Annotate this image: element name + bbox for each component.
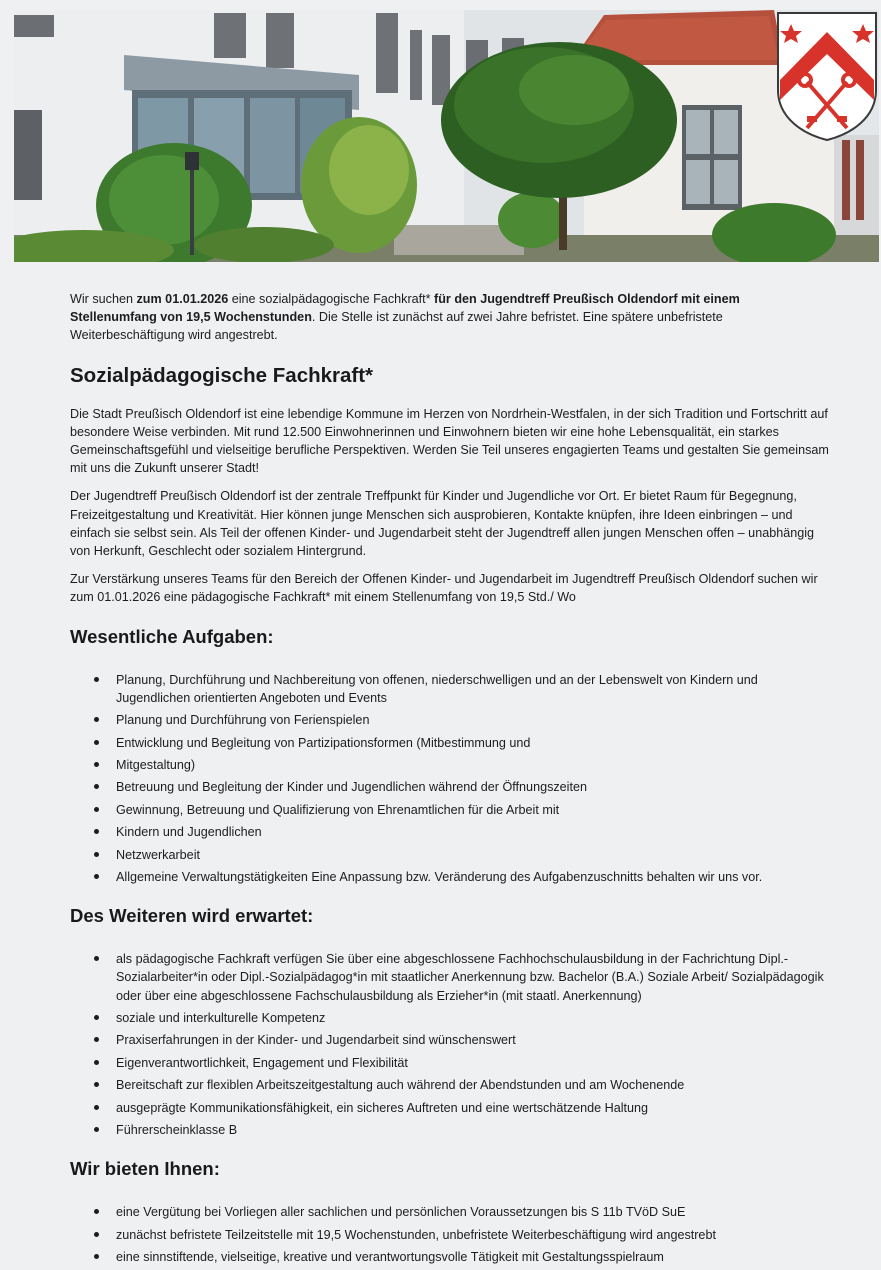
list-item: Gewinnung, Betreuung und Qualifizierung von Ehrenamtlichen für die Arbeit mit bbox=[94, 801, 830, 819]
bullet-icon bbox=[94, 1037, 99, 1042]
intro-text-2: eine sozialpädagogische Fachkraft* bbox=[228, 292, 435, 306]
list-item: ausgeprägte Kommunikationsfähigkeit, ein sicheres Auftreten und eine wertschätzende Haltung bbox=[94, 1099, 830, 1117]
page-title: Sozialpädagogische Fachkraft* bbox=[70, 363, 374, 387]
intro-text-3: . Die Stelle ist zunächst auf zwei Jahre befristet. Eine spätere unbefristete Weiterbeschäftigung wird angestrebt. bbox=[70, 310, 723, 343]
bullet-icon bbox=[94, 784, 99, 789]
list-item: Planung und Durchführung von Ferienspielen bbox=[94, 711, 830, 729]
list-item: Netzwerkarbeit bbox=[94, 846, 830, 864]
coat-of-arms bbox=[775, 10, 879, 142]
tasks-list bbox=[70, 671, 830, 887]
intro-text-1: Wir suchen bbox=[70, 292, 137, 306]
bullet-icon bbox=[94, 1015, 99, 1020]
hero-photo bbox=[14, 10, 879, 262]
bullet-icon bbox=[94, 874, 99, 879]
list-item: soziale und interkulturelle Kompetenz bbox=[94, 1009, 830, 1027]
intro-position-scope: für den Jugendtreff Preußisch Oldendorf mit einem Stellenumfang von 19,5 Wochenstunden bbox=[70, 292, 740, 325]
courtyard-illustration bbox=[14, 10, 879, 262]
list-item: eine Vergütung bei Vorliegen aller sachlichen und persönlichen Voraussetzungen bis S 11b TVöD SuE bbox=[94, 1203, 830, 1221]
bullet-icon bbox=[94, 677, 99, 682]
job-posting bbox=[70, 290, 830, 1270]
list-item: Betreuung und Begleitung der Kinder und Jugendlichen während der Öffnungszeiten bbox=[94, 778, 830, 796]
paragraph-youth-center: Der Jugendtreff Preußisch Oldendorf ist der zentrale Treffpunkt für Kinder und Jugendliche vor Ort. Er bietet Raum für Begegnung, Freizeitgestaltung und Kreativität. Hier können junge Menschen sich ausprobieren, Kontakte knüpfen, ihre Ideen einbringen – und einfach sie selbst sein. Als Teil der offenen Kinder- und Jugendarbeit steht der Jugendtreff allen jungen Menschen offen – unabhängig von Herkunft, Geschlecht oder sozialem Hintergrund. bbox=[70, 489, 815, 559]
paragraph-vacancy: Zur Verstärkung unseres Teams für den Bereich der Offenen Kinder- und Jugendarbeit im Jugendtreff Preußisch Oldendorf suchen wir zum 01.01.2026 eine pädagogische Fachkraft* mit einem Stellenumfang von 19,5 Std./ Wo bbox=[70, 572, 818, 605]
bullet-icon bbox=[94, 829, 99, 834]
list-item: Allgemeine Verwaltungstätigkeiten Eine Anpassung bzw. Veränderung des Aufgabenzuschnitts behalten wir uns vor. bbox=[94, 868, 830, 886]
list-item: Führerscheinklasse B bbox=[94, 1121, 830, 1139]
bullet-icon bbox=[94, 1232, 99, 1237]
bullet-icon bbox=[94, 852, 99, 857]
bullet-icon bbox=[94, 740, 99, 745]
offer-list bbox=[70, 1203, 830, 1266]
list-item: zunächst befristete Teilzeitstelle mit 19,5 Wochenstunden, unbefristete Weiterbeschäftigung wird angestrebt bbox=[94, 1226, 830, 1244]
bullet-icon bbox=[94, 807, 99, 812]
bullet-icon bbox=[94, 1127, 99, 1132]
bullet-icon bbox=[94, 717, 99, 722]
bullet-icon bbox=[94, 1254, 99, 1259]
expected-heading: Des Weiteren wird erwartet: bbox=[70, 905, 314, 927]
list-item: Entwicklung und Begleitung von Partizipationsformen (Mitbestimmung und bbox=[94, 734, 830, 752]
paragraph-town: Die Stadt Preußisch Oldendorf ist eine lebendige Kommune im Herzen von Nordrhein-Westfalen, in der sich Tradition und Fortschritt auf besondere Weise verbinden. Mit rund 12.500 Einwohnerinnen und Einwohnern bieten wir eine hohe Lebensqualität, ein starkes Gemeinschaftsgefühl und vielseitige berufliche Perspektiven. Werden Sie Teil unseres engagierten Teams und gestalten Sie gemeinsam mit uns die Zukunft unserer Stadt! bbox=[70, 406, 829, 476]
intro-paragraph bbox=[70, 290, 830, 345]
bullet-icon bbox=[94, 956, 99, 961]
list-item: Bereitschaft zur flexiblen Arbeitszeitgestaltung auch während der Abendstunden und am Wochenende bbox=[94, 1076, 830, 1094]
intro-start-date: zum 01.01.2026 bbox=[136, 292, 229, 306]
offer-heading: Wir bieten Ihnen: bbox=[70, 1158, 220, 1180]
list-item: als pädagogische Fachkraft verfügen Sie über eine abgeschlossene Fachhochschulausbildung in der Fachrichtung Dipl.-Sozialarbeiter*in oder Dipl.-Sozialpädagog*in mit staatlicher Anerkennung bzw. Bachelor (B.A.) Soziale Arbeit/ Sozialpädagogik oder über eine abgeschlossene Fachschulausbildung als Erzieher*in (mit staatl. Anerkennung) bbox=[94, 950, 830, 1005]
bullet-icon bbox=[94, 762, 99, 767]
bullet-icon bbox=[94, 1082, 99, 1087]
list-item: Kindern und Jugendlichen bbox=[94, 823, 830, 841]
expected-list bbox=[70, 950, 830, 1139]
bullet-icon bbox=[94, 1105, 99, 1110]
bullet-icon bbox=[94, 1209, 99, 1214]
list-item: eine sinnstiftende, vielseitige, kreative und verantwortungsvolle Tätigkeit mit Gestaltungsspielraum bbox=[94, 1248, 830, 1266]
list-item: Praxiserfahrungen in der Kinder- und Jugendarbeit sind wünschenswert bbox=[94, 1031, 830, 1049]
list-item: Eigenverantwortlichkeit, Engagement und Flexibilität bbox=[94, 1054, 830, 1072]
list-item: Mitgestaltung) bbox=[94, 756, 830, 774]
list-item: Planung, Durchführung und Nachbereitung von offenen, niederschwelligen und an der Lebenswelt von Kindern und Jugendlichen orientierten Angeboten und Events bbox=[94, 671, 830, 707]
crest-icon bbox=[775, 10, 879, 142]
bullet-icon bbox=[94, 1060, 99, 1065]
tasks-heading: Wesentliche Aufgaben: bbox=[70, 625, 274, 647]
